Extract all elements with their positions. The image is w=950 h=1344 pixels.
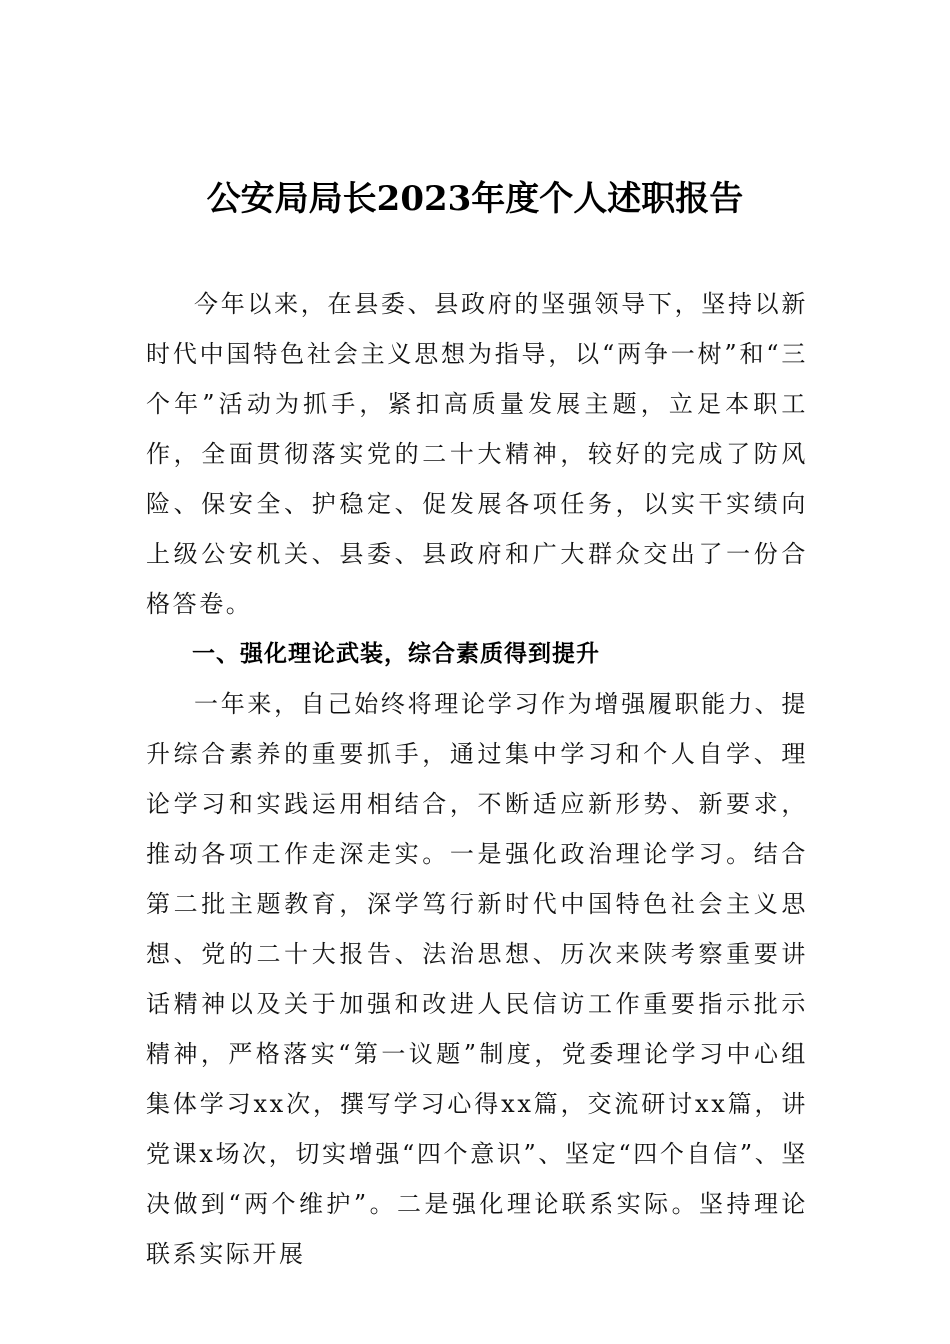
- section-heading: 一、强化理论武装，综合素质得到提升: [192, 641, 600, 667]
- document-body: [146, 279, 808, 1279]
- document-title: 公安局局长2023年度个人述职报告: [206, 179, 744, 219]
- intro-paragraph: 今年以来，在县委、县政府的坚强领导下，坚持以新时代中国特色社会主义思想为指导，以“两争一树”和“三个年”活动为抓手，紧扣高质量发展主题，立足本职工作，全面贯彻落实党的二十大精神，较好的完成了防风险、保安全、护稳定、促发展各项任务，以实干实绩向上级公安机关、县委、县政府和广大群众交出了一份合格答卷。: [146, 290, 808, 618]
- section-paragraph: 一年来，自己始终将理论学习作为增强履职能力、提升综合素养的重要抓手，通过集中学习和个人自学、理论学习和实践运用相结合，不断适应新形势、新要求，推动各项工作走深走实。一是强化政治理论学习。结合第二批主题教育，深学笃行新时代中国特色社会主义思想、党的二十大报告、法治思想、历次来陕考察重要讲话精神以及关于加强和改进人民信访工作重要指示批示精神，严格落实“第一议题”制度，党委理论学习中心组集体学习xx次，撰写学习心得xx篇，交流研讨xx篇，讲党课x场次，切实增强“四个意识”、坚定“四个自信”、坚决做到“两个维护”。二是强化理论联系实际。坚持理论联系实际开展: [146, 690, 808, 1268]
